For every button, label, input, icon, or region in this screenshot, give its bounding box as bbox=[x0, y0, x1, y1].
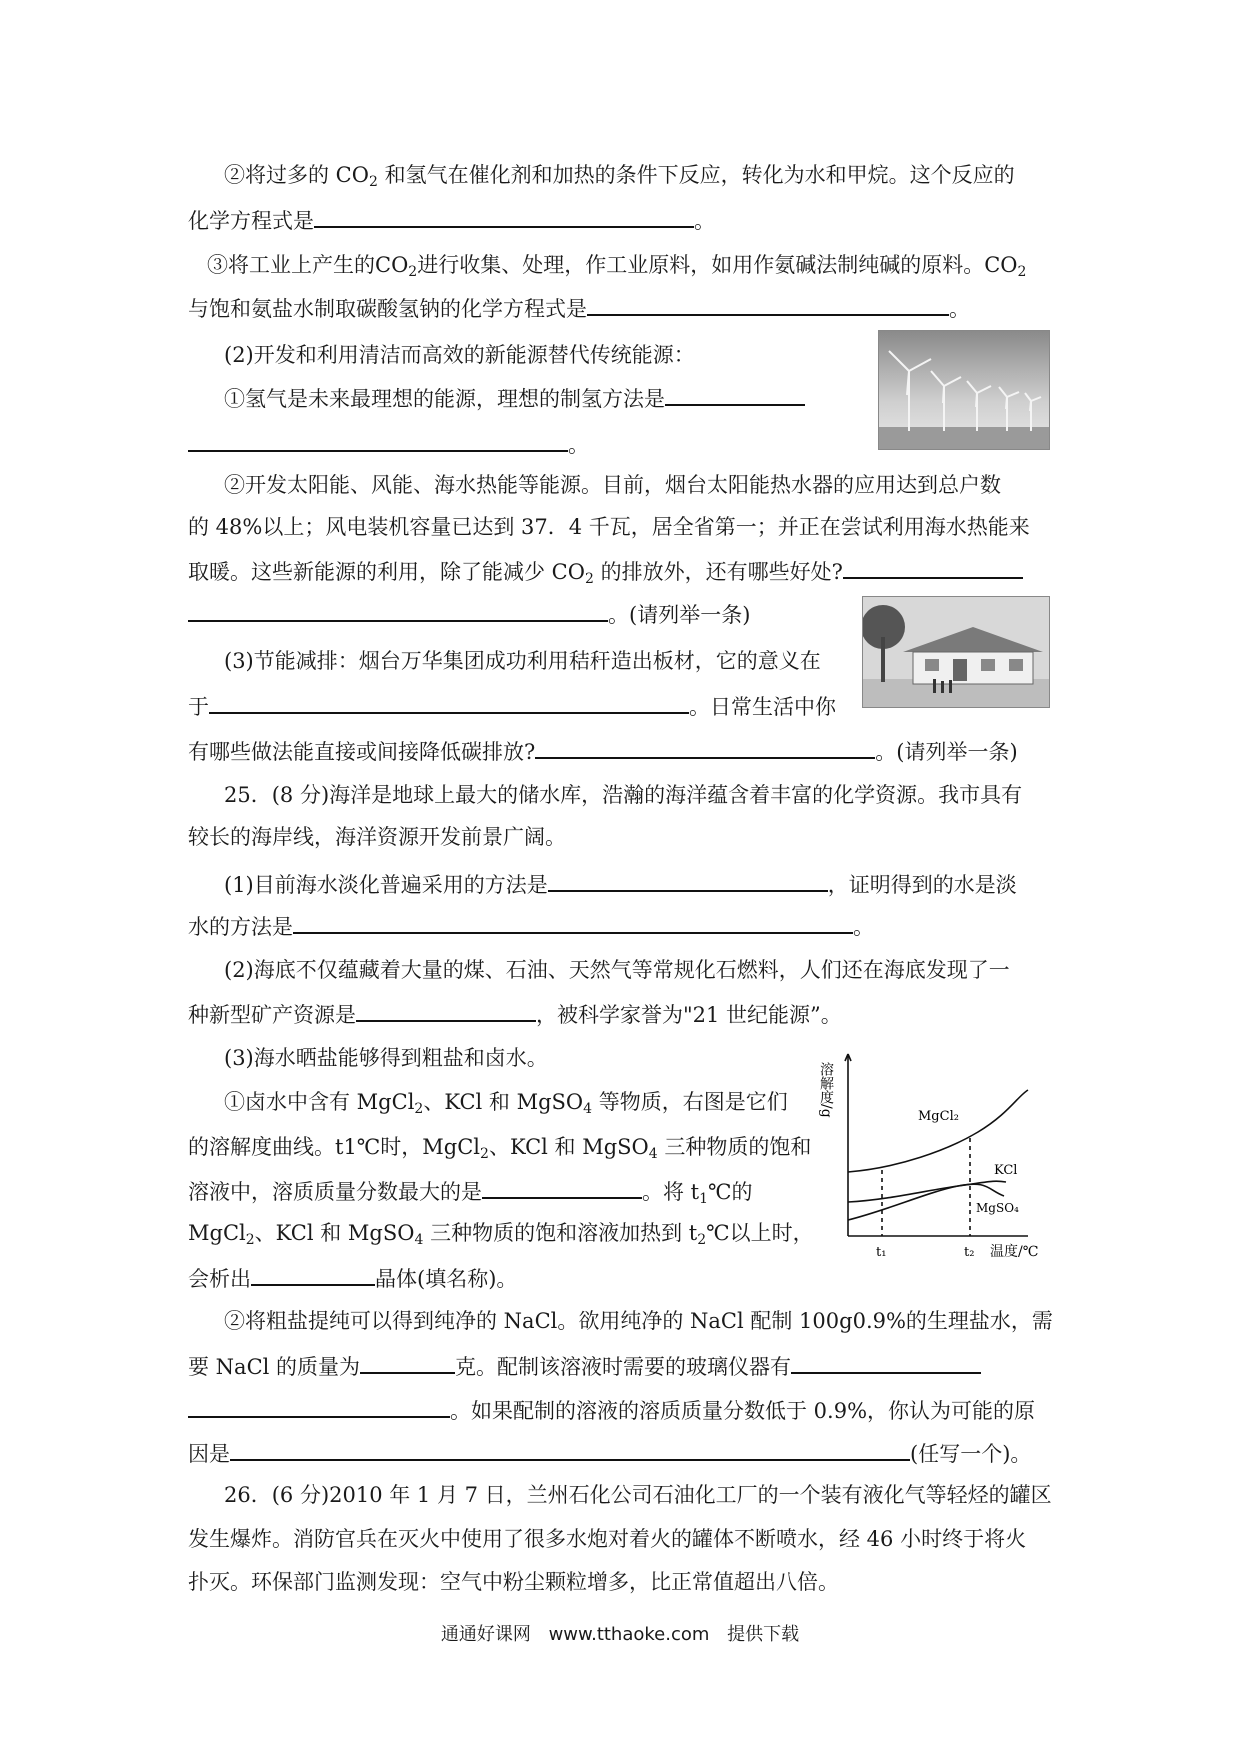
text-line: ②开发太阳能、风能、海水热能等能源。目前，烟台太阳能热水器的应用达到总户数 bbox=[224, 473, 1001, 497]
text-line: 的溶解度曲线。t1℃时，MgCl$_2$、KCl 和 MgSO$_4$ 三种物质的饱和 bbox=[188, 1135, 812, 1162]
footer-site: 通通好课网 bbox=[440, 1624, 531, 1645]
text-line: 。 bbox=[188, 428, 589, 460]
text-line: 溶液中，溶质质量分数最大的是 。将 $t_1℃$的 bbox=[188, 1175, 753, 1207]
t1-label: t₁ bbox=[876, 1245, 887, 1260]
answer-blank[interactable] bbox=[360, 1350, 455, 1374]
text-line: 较长的海岸线，海洋资源开发前景广阔。 bbox=[188, 825, 566, 849]
footer-note: 提供下载 bbox=[727, 1624, 800, 1645]
text-line: 因是 (任写一个)。 bbox=[188, 1437, 1031, 1469]
answer-blank[interactable] bbox=[843, 555, 1023, 579]
text-line: 有哪些做法能直接或间接降低碳排放? 。(请列举一条) bbox=[188, 735, 1018, 767]
text-line: 26．(6 分)2010 年 1 月 7 日，兰州石化公司石油化工厂的一个装有液化气等轻烃的罐区 bbox=[224, 1483, 1052, 1507]
mgcl2-label: MgCl₂ bbox=[918, 1109, 959, 1124]
text-line: 扑灭。环保部门监测发现：空气中粉尘颗粒增多，比正常值超出八倍。 bbox=[188, 1570, 839, 1594]
t2-label: t₂ bbox=[964, 1245, 975, 1260]
answer-blank[interactable] bbox=[293, 910, 853, 934]
answer-blank[interactable] bbox=[251, 1262, 375, 1286]
building-photo bbox=[862, 596, 1050, 708]
text-line: 会析出 晶体(填名称)。 bbox=[188, 1262, 517, 1294]
text-line: ①卤水中含有 MgCl$_2$、KCl 和 MgSO$_4$ 等物质，右图是它们 bbox=[224, 1090, 788, 1117]
text-line: (3)节能减排：烟台万华集团成功利用秸秆造出板材，它的意义在 bbox=[224, 649, 821, 673]
text-line: ①氢气是未来最理想的能源，理想的制氢方法是 bbox=[224, 382, 805, 414]
text-line: (2)海底不仅蕴藏着大量的煤、石油、天然气等常规化石燃料，人们还在海底发现了一 bbox=[224, 958, 1010, 982]
answer-blank[interactable] bbox=[587, 292, 949, 316]
mgcl2-curve bbox=[848, 1090, 1028, 1172]
text-line: (3)海水晒盐能够得到粗盐和卤水。 bbox=[224, 1046, 548, 1070]
mgso4-label: MgSO₄ bbox=[976, 1201, 1019, 1215]
text-line: (2)开发和利用清洁而高效的新能源替代传统能源： bbox=[224, 343, 695, 367]
answer-blank[interactable] bbox=[548, 868, 828, 892]
text-line: ②将过多的 $CO_2$ 和氢气在催化剂和加热的条件下反应，转化为水和甲烷。这个反应的 bbox=[224, 163, 1015, 190]
answer-blank[interactable] bbox=[791, 1350, 981, 1374]
text-line: ③将工业上产生的$CO_2$进行收集、处理，作工业原料，如用作氨碱法制纯碱的原料。$CO_2$ bbox=[207, 253, 1027, 280]
text-line: 。如果配制的溶液的溶质质量分数低于 0.9%，你认为可能的原 bbox=[188, 1394, 1035, 1426]
text-line: 。(请列举一条) bbox=[188, 598, 750, 630]
chart-xlabel: 温度/℃ bbox=[990, 1244, 1039, 1260]
text-line: 于 。日常生活中你 bbox=[188, 690, 836, 722]
text-line: MgCl$_2$、KCl 和 MgSO$_4$ 三种物质的饱和溶液加热到 $t_2℃$以上时， bbox=[188, 1221, 814, 1248]
answer-blank[interactable] bbox=[535, 735, 875, 759]
text-line: 发生爆炸。消防官兵在灭火中使用了很多水炮对着火的罐体不断喷水，经 46 小时终于将火 bbox=[188, 1527, 1027, 1551]
text-line: (1)目前海水淡化普遍采用的方法是 ，证明得到的水是淡 bbox=[224, 868, 1017, 900]
text-line: 与饱和氨盐水制取碳酸氢钠的化学方程式是 。 bbox=[188, 292, 970, 324]
chart-ylabel: 溶解度/g bbox=[818, 1062, 834, 1118]
answer-blank[interactable] bbox=[230, 1437, 910, 1461]
answer-blank[interactable] bbox=[188, 428, 568, 452]
text-line: 的 48%以上；风电装机容量已达到 37．4 千瓦，居全省第一；并正在尝试利用海水热能来 bbox=[188, 515, 1030, 539]
answer-blank[interactable] bbox=[188, 1394, 450, 1418]
text-line: 25．(8 分)海洋是地球上最大的储水库，浩瀚的海洋蕴含着丰富的化学资源。我市具有 bbox=[224, 783, 1023, 807]
answer-blank[interactable] bbox=[314, 204, 694, 228]
kcl-label: KCl bbox=[994, 1163, 1018, 1178]
answer-blank[interactable] bbox=[188, 598, 608, 622]
text-line: ②将粗盐提纯可以得到纯净的 NaCl。欲用纯净的 NaCl 配制 100g0.9%的生理盐水，需 bbox=[224, 1309, 1053, 1333]
answer-blank[interactable] bbox=[356, 998, 536, 1022]
solubility-curve-figure bbox=[818, 1040, 1058, 1276]
answer-blank[interactable] bbox=[209, 690, 689, 714]
text-line: 取暖。这些新能源的利用，除了能减少 $CO_2$ 的排放外，还有哪些好处? bbox=[188, 555, 1023, 587]
answer-blank[interactable] bbox=[482, 1175, 642, 1199]
text-line: 种新型矿产资源是 ，被科学家誉为"21 世纪能源”。 bbox=[188, 998, 842, 1030]
answer-blank[interactable] bbox=[665, 382, 805, 406]
text-line: 化学方程式是 。 bbox=[188, 204, 715, 236]
footer-url[interactable]: www.tthaoke.com bbox=[548, 1624, 710, 1645]
text-line: 水的方法是 。 bbox=[188, 910, 874, 942]
page-footer bbox=[0, 1620, 1240, 1646]
wind-turbine-photo bbox=[878, 330, 1050, 450]
text-line: 要 NaCl 的质量为 克。配制该溶液时需要的玻璃仪器有 bbox=[188, 1350, 981, 1382]
